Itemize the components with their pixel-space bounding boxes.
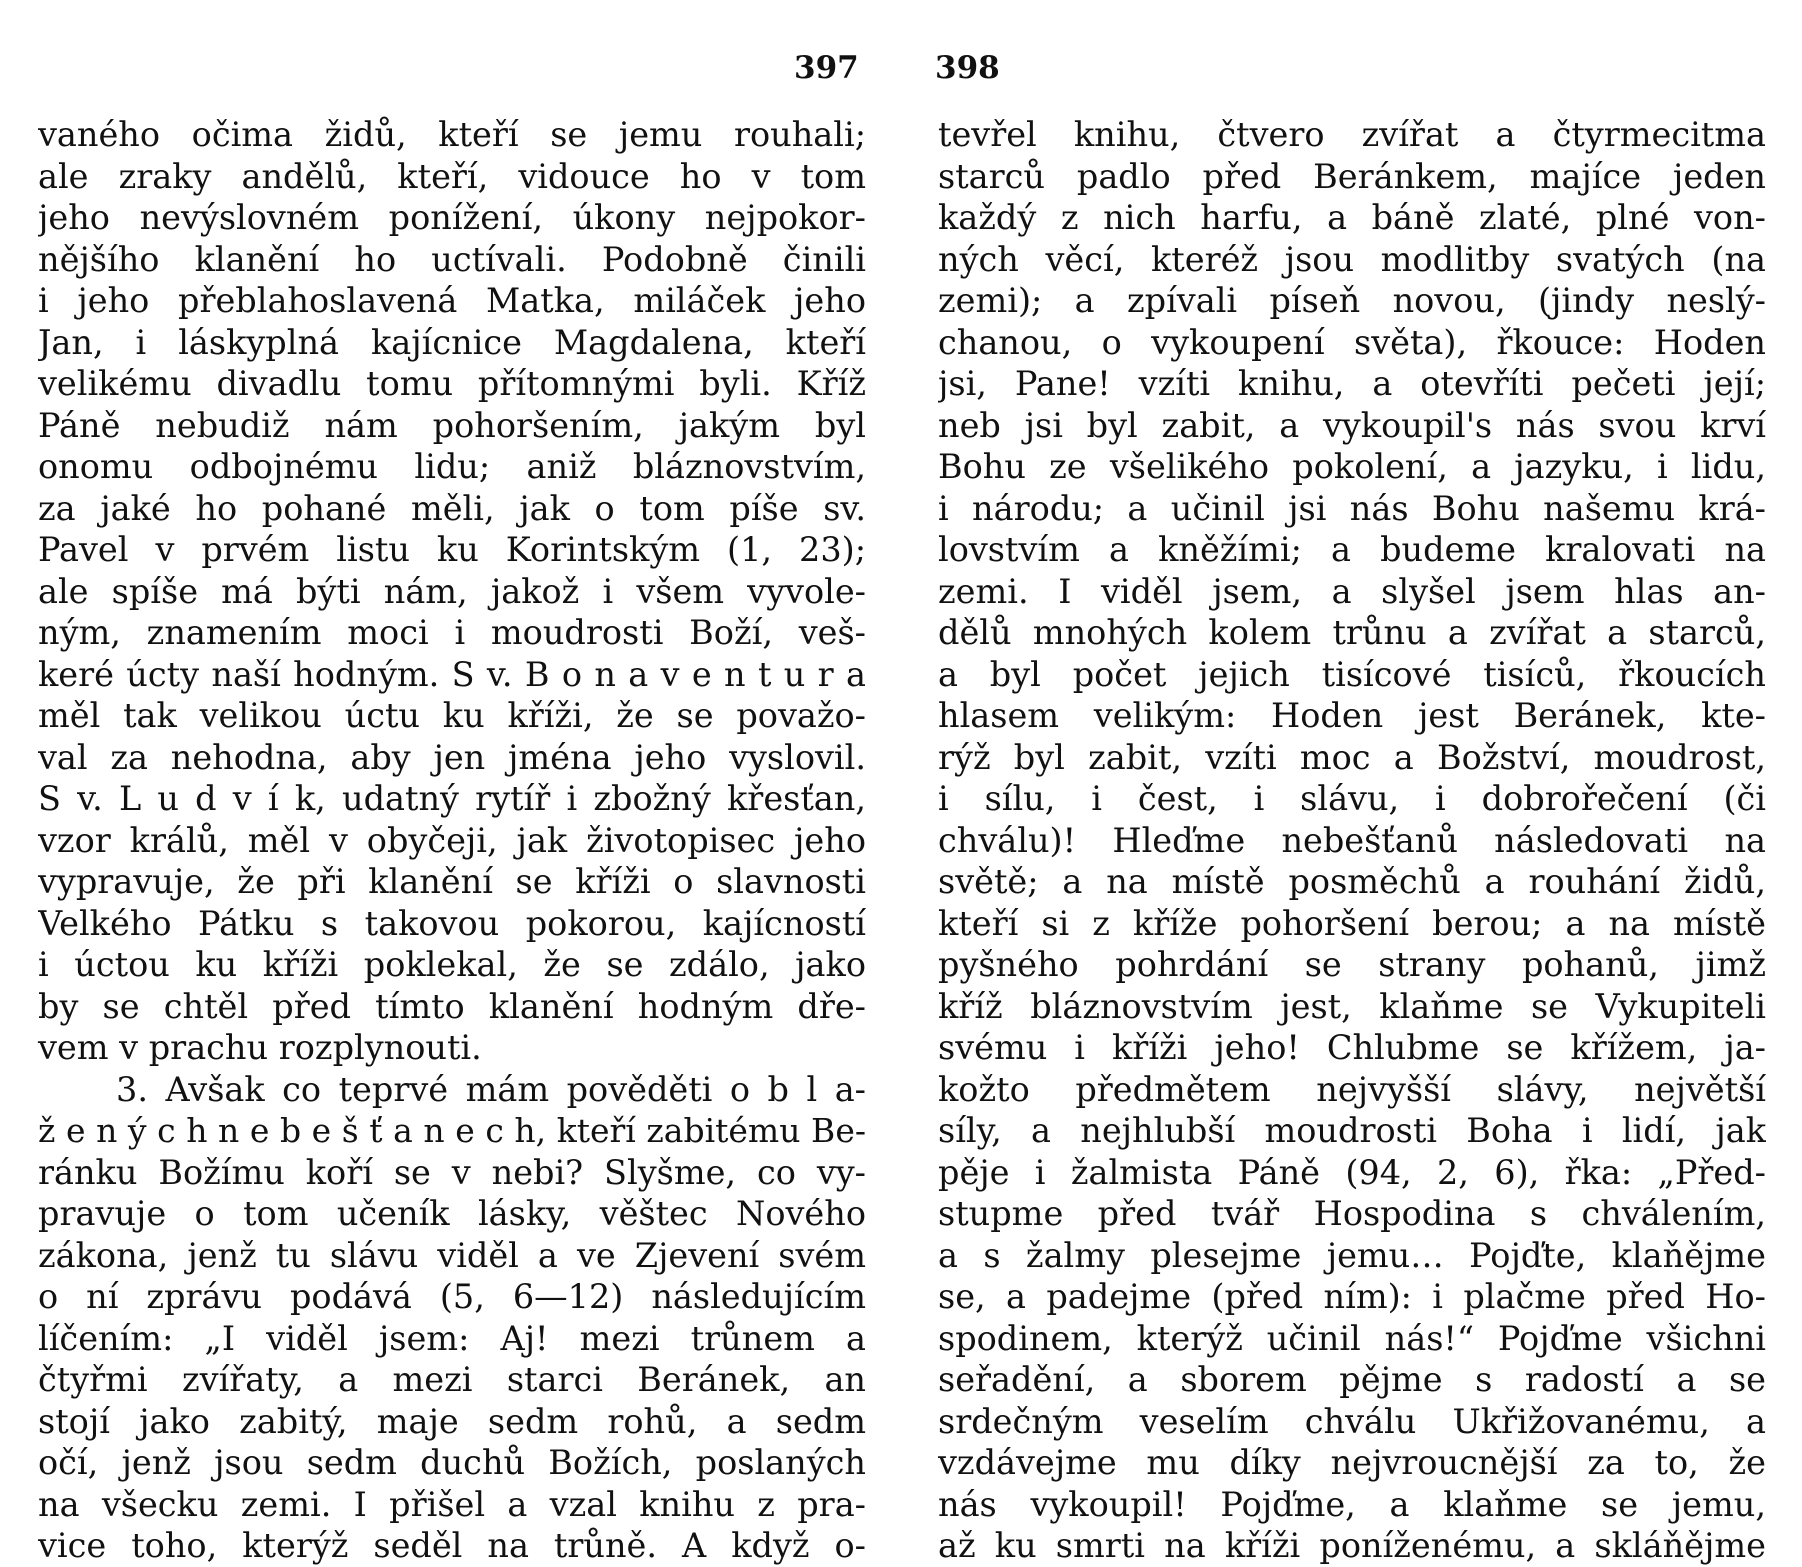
right-page-text-line: ných věcí, kteréž jsou modlitby svatých (na: [938, 239, 1766, 279]
left-page-text-line: ným, znamením moci i moudrosti Boží, veš-: [38, 613, 866, 652]
left-page-text-line: i úctou ku kříži poklekal, že se zdálo, jako: [38, 945, 866, 984]
right-page-text-line: vzdávejme mu díky nejvroucnější za to, že: [938, 1443, 1766, 1482]
left-page-text-line: onomu odbojnému lidu; aniž bláznovstvím,: [38, 447, 866, 486]
right-page-text-line: kteří si z kříže pohoršení berou; a na místě: [938, 903, 1766, 943]
left-page-text-line: čtyřmi zvířaty, a mezi starci Beránek, an: [38, 1360, 866, 1399]
right-page-text-line: tevřel knihu, čtvero zvířat a čtyrmecitma: [938, 115, 1766, 154]
left-page-text-line: vypravuje, že při klanění se kříži o slavnosti: [38, 862, 866, 901]
right-page-text-line: Bohu ze všelikého pokolení, a jazyku, i lidu,: [938, 447, 1766, 486]
left-page-text-line: by se chtěl před tímto klanění hodným dře-: [38, 986, 866, 1026]
left-page-text-line: ale zraky andělů, kteří, vidouce ho v tom: [38, 156, 866, 196]
right-page-text-line: chválu)! Hleďme nebešťanů následovati na: [938, 820, 1766, 860]
left-page-text-line: očí, jenž jsou sedm duchů Božích, poslaných: [38, 1443, 866, 1482]
right-page-text-line: pěje i žalmista Páně (94, 2, 6), řka: „Před-: [938, 1152, 1766, 1192]
left-page-text-line: velikému divadlu tomu přítomnými byli. Kříž: [38, 364, 866, 403]
left-page-text-line: nějšího klanění ho uctívali. Podobně činili: [38, 239, 866, 279]
right-page-text-line: zemi); a zpívali píseň novou, (jindy neslý-: [938, 281, 1766, 320]
left-page-text-line: keré úcty naší hodným. S v. B o n a v e n t u r a: [38, 654, 866, 694]
right-page-text-line: svému i kříži jeho! Chlubme se křížem, ja-: [938, 1028, 1766, 1067]
right-page-text-line: stupme před tvář Hospodina s chválením,: [938, 1194, 1766, 1233]
page-number-left: 397: [794, 50, 859, 86]
right-page-text-line: se, a padejme (před ním): i plačme před Ho-: [938, 1277, 1766, 1316]
right-page-text-line: kožto předmětem nejvyšší slávy, největší: [938, 1069, 1766, 1109]
left-page-column: [38, 114, 866, 1567]
left-page-text-line: 3. Avšak co teprvé mám pověděti o b l a-: [116, 1069, 866, 1109]
left-page-text-line: o ní zprávu podává (5, 6—12) následujícím: [38, 1277, 866, 1316]
right-page-text-line: spodinem, kterýž učinil nás!“ Pojďme všichni: [938, 1318, 1766, 1358]
right-page-text-line: i sílu, i čest, i slávu, i dobrořečení (či: [938, 779, 1766, 818]
right-page-column: [938, 114, 1766, 1567]
left-page-text-line: za jaké ho pohané měli, jak o tom píše sv.: [38, 488, 866, 528]
left-page-text-line: val za nehodna, aby jen jména jeho vyslovil.: [38, 737, 866, 777]
left-page-text-line: ale spíše má býti nám, jakož i všem vyvole-: [38, 571, 866, 611]
left-page-text-line: vaného očima židů, kteří se jemu rouhali;: [38, 115, 866, 154]
right-page-text-line: seřadění, a sborem pějme s radostí a se: [938, 1360, 1766, 1399]
right-page-text-line: srdečným veselím chválu Ukřižovanému, a: [938, 1401, 1766, 1441]
left-page-text-line: vice toho, kterýž seděl na trůně. A když o-: [38, 1526, 866, 1565]
left-page-text-line: stojí jako zabitý, maje sedm rohů, a sedm: [38, 1401, 866, 1441]
right-page-text-line: chanou, o vykoupení světa), řkouce: Hoden: [938, 322, 1766, 362]
left-page-text-line: Velkého Pátku s takovou pokorou, kajícností: [38, 903, 866, 943]
left-page-text-line: ránku Božímu koří se v nebi? Slyšme, co vy-: [38, 1152, 866, 1192]
left-page-text-line: na všecku zemi. I přišel a vzal knihu z pra-: [38, 1484, 866, 1524]
right-page-text-line: neb jsi byl zabit, a vykoupil's nás svou krví: [938, 405, 1766, 445]
right-page-text-line: pyšného pohrdání se strany pohanů, jimž: [938, 945, 1766, 984]
right-page-text-line: zemi. I viděl jsem, a slyšel jsem hlas an-: [938, 571, 1766, 611]
left-page-text-line: pravuje o tom učeník lásky, věštec Nového: [38, 1194, 866, 1233]
left-page-text-line: zákona, jenž tu slávu viděl a ve Zjevení svém: [38, 1235, 866, 1275]
right-page-text-line: hlasem velikým: Hoden jest Beránek, kte-: [938, 696, 1766, 735]
right-page-text-line: nás vykoupil! Pojďme, a klaňme se jemu,: [938, 1484, 1766, 1524]
right-page-text-line: síly, a nejhlubší moudrosti Boha i lidí, jak: [938, 1111, 1766, 1150]
left-page-text-line: Páně nebudiž nám pohoršením, jakým byl: [38, 405, 866, 445]
left-page-text-line: jeho nevýslovném ponížení, úkony nejpokor-: [38, 198, 866, 237]
left-page-text-line: vzor králů, měl v obyčeji, jak životopisec jeho: [38, 820, 866, 860]
right-page-text-line: kříž bláznovstvím jest, klaňme se Vykupiteli: [938, 986, 1766, 1026]
left-page-text-line: Jan, i láskyplná kajícnice Magdalena, kteří: [38, 322, 866, 362]
right-page-text-line: a s žalmy plesejme jemu… Pojďte, klaňějme: [938, 1235, 1766, 1275]
right-page-text-line: světě; a na místě posměchů a rouhání židů,: [938, 862, 1766, 901]
right-page-text-line: lovstvím a kněžími; a budeme kralovati na: [938, 530, 1766, 569]
left-page-text-line: líčením: „I viděl jsem: Aj! mezi trůnem a: [38, 1318, 866, 1358]
right-page-text-line: a byl počet jejich tisícové tisíců, řkoucích: [938, 654, 1766, 694]
right-page-text-line: až ku smrti na kříži poníženému, a skláňějme: [938, 1526, 1766, 1565]
right-page-text-line: dělů mnohých kolem trůnu a zvířat a starců,: [938, 613, 1766, 652]
right-page-text-line: každý z nich harfu, a báně zlaté, plné von-: [938, 198, 1766, 237]
left-page-text-line: vem v prachu rozplynouti.: [38, 1028, 482, 1067]
page-number-right: 398: [935, 50, 1000, 86]
left-page-text-line: měl tak velikou úctu ku kříži, že se považo-: [38, 696, 866, 735]
right-page-text-line: rýž byl zabit, vzíti moc a Božství, moudrost,: [938, 737, 1766, 777]
right-page-text-line: starců padlo před Beránkem, majíce jeden: [938, 156, 1766, 196]
left-page-text-line: ž e n ý c h n e b e š ť a n e c h, kteří zabitému Be-: [38, 1111, 866, 1150]
left-page-text-line: S v. L u d v í k, udatný rytíř i zbožný křesťan,: [38, 779, 866, 818]
left-page-text-line: Pavel v prvém listu ku Korintským (1, 23);: [38, 530, 866, 569]
left-page-text-line: i jeho přeblahoslavená Matka, miláček jeho: [38, 281, 866, 320]
right-page-text-line: jsi, Pane! vzíti knihu, a otevříti pečeti její;: [938, 364, 1766, 403]
right-page-text-line: i národu; a učinil jsi nás Bohu našemu krá-: [938, 488, 1766, 528]
